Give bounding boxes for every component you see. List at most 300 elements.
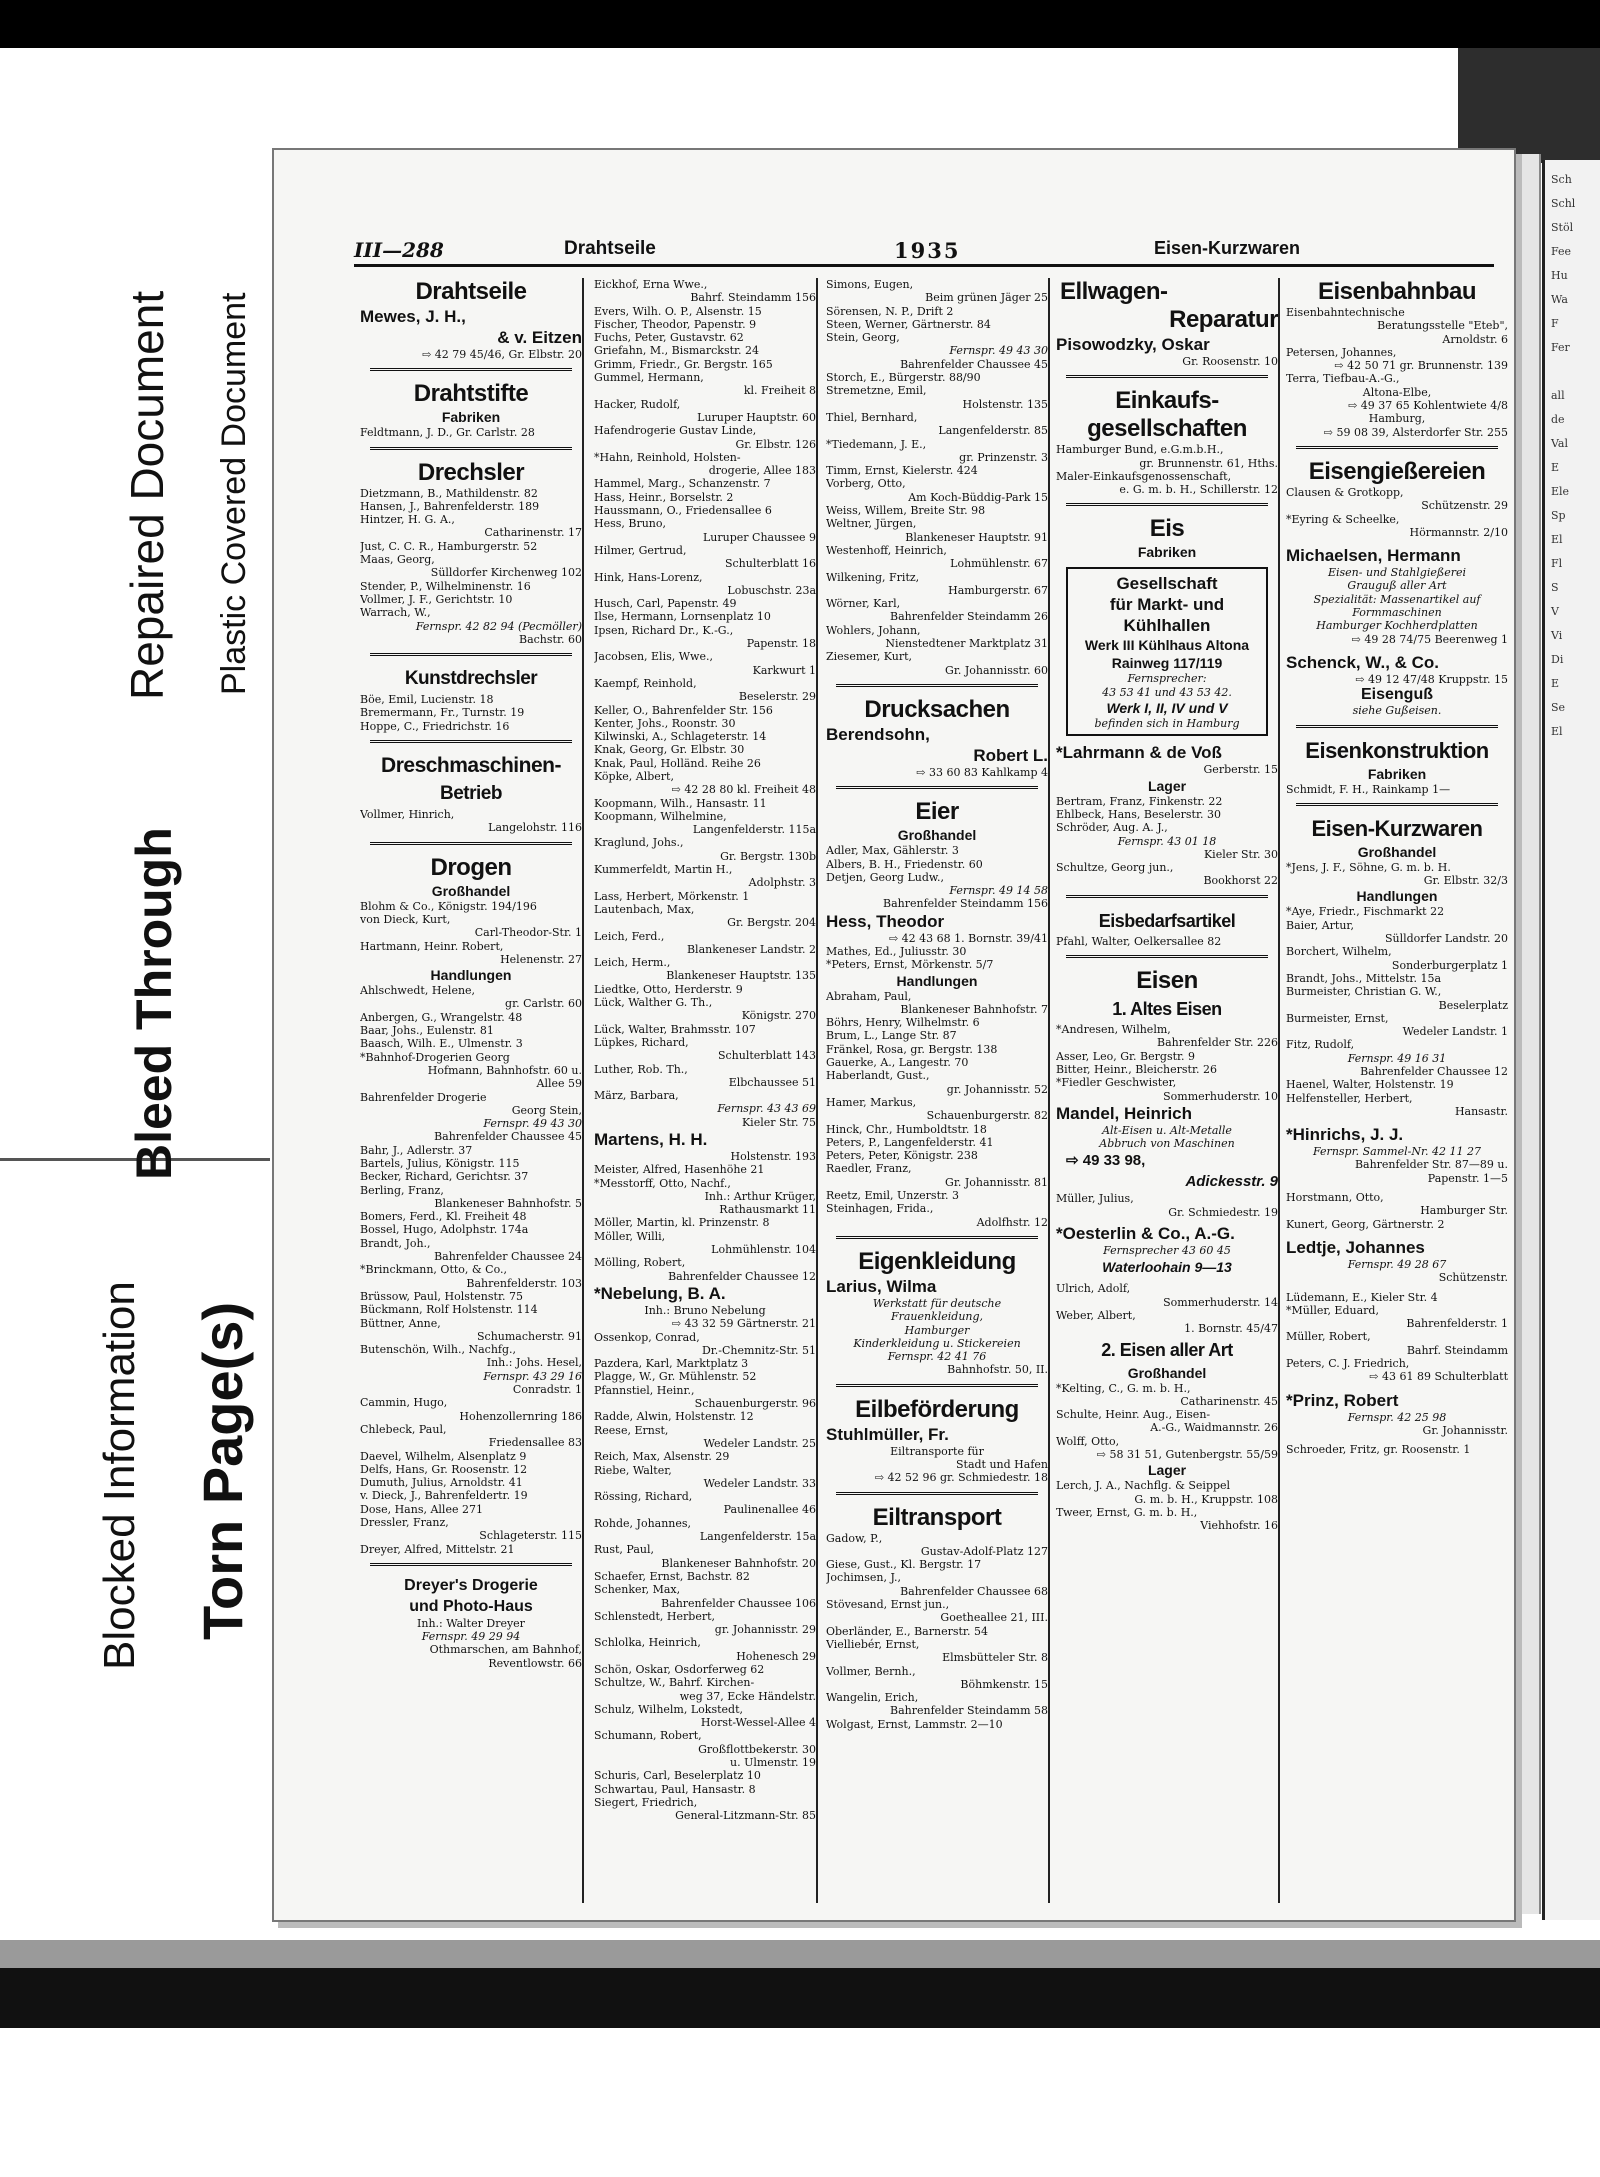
listing-entry: Horstmann, Otto, bbox=[1286, 1191, 1384, 1205]
listing-name: Mewes, J. H., bbox=[360, 307, 466, 326]
listing-name: Martens, H. H. bbox=[594, 1130, 708, 1149]
listing-entry: Gr. Roosenstr. 10 bbox=[1182, 355, 1278, 368]
listing-entry: Böhrs, Henry, Wilhelmstr. 6 bbox=[826, 1016, 980, 1030]
listing-entry: Ahlschwedt, Helene, bbox=[360, 984, 476, 998]
listing-entry: Schulterblatt 16 bbox=[724, 557, 816, 571]
listing-entry: Koopmann, Wilh., Hansastr. 11 bbox=[594, 796, 767, 810]
page-number: III—288 bbox=[354, 238, 444, 262]
listing-entry: Pazdera, Karl, Marktplatz 3 bbox=[594, 1357, 749, 1371]
listing-entry: Knak, Paul, Holländ. Reihe 26 bbox=[594, 756, 761, 770]
listing-entry: Schumacherstr. 91 bbox=[477, 1329, 582, 1343]
listing-entry: Butenschön, Wilh., Nachfg., bbox=[360, 1343, 517, 1357]
listing-name: Robert L. bbox=[973, 745, 1048, 765]
section-rule bbox=[836, 786, 1038, 791]
listing-entry: Kieler Str. 75 bbox=[741, 1115, 816, 1129]
section-heading: gesellschaften bbox=[1087, 415, 1247, 443]
ad-subtitle: Werk III Kühlhaus Altona bbox=[1084, 637, 1250, 654]
listing-entry: Hansastr. bbox=[1454, 1104, 1508, 1118]
listing-entry: Bomers, Ferd., Kl. Freiheit 48 bbox=[360, 1210, 527, 1224]
listing-entry: Langenfelderstr. 115a bbox=[692, 823, 816, 837]
listing-entry: Sonderburgerplatz 1 bbox=[1391, 958, 1508, 972]
listing-entry: Bahrenfelder Chaussee 24 bbox=[434, 1250, 582, 1264]
listing-entry: Wedeler Landstr. 33 bbox=[703, 1476, 816, 1490]
listing-entry: Möller, Willi, bbox=[594, 1229, 666, 1243]
listing-entry: Lüdemann, E., Kieler Str. 4 bbox=[1286, 1290, 1438, 1304]
listing-note: Alt-Eisen u. Alt-Metalle bbox=[1102, 1123, 1232, 1137]
listing-entry: Elmsbütteler Str. 8 bbox=[942, 1651, 1048, 1665]
column-2 bbox=[594, 278, 818, 1903]
listing-note: Eiltransporte für bbox=[890, 1444, 984, 1458]
listing-entry: Müller, Julius, bbox=[1056, 1192, 1134, 1206]
listing-entry: Schulte, Heinr. Aug., Eisen- bbox=[1056, 1408, 1211, 1422]
listing-entry: Paulinenallee 46 bbox=[723, 1503, 816, 1517]
listing-entry: *Fiedler Geschwister, bbox=[1056, 1076, 1177, 1090]
listing-entry: Bahrenfelder Str. 226 bbox=[1157, 1036, 1278, 1050]
listing-entry: Dietzmann, B., Mathildenstr. 82 bbox=[360, 486, 538, 500]
listing-entry: Schulz, Wilhelm, Lokstedt, bbox=[594, 1702, 743, 1716]
listing-entry: Vollmer, Hinrich, bbox=[360, 808, 455, 822]
listing-entry: *Aye, Friedr., Fischmarkt 22 bbox=[1286, 905, 1445, 919]
listing-entry: Lohmühlenstr. 104 bbox=[711, 1243, 816, 1257]
listing-entry: Vollmer, J. F., Gerichtstr. 10 bbox=[360, 592, 513, 606]
section-heading: Dreschmaschinen- bbox=[381, 754, 561, 778]
listing-entry: *Andresen, Wilhelm, bbox=[1056, 1023, 1171, 1037]
listing-entry: Bahrenfelderstr. 1 bbox=[1406, 1317, 1508, 1331]
listing-entry: Schlolka, Heinrich, bbox=[594, 1636, 701, 1650]
listing-entry: Kunert, Georg, Gärtnerstr. 2 bbox=[1286, 1217, 1445, 1231]
listing-entry: Fuchs, Peter, Gustavstr. 62 bbox=[594, 331, 744, 345]
listing-entry: Hofmann, Bahnhofstr. 60 u. bbox=[427, 1063, 582, 1077]
listing-entry: Bachstr. 60 bbox=[519, 632, 582, 646]
listing-entry: Just, C. C. R., Hamburgerstr. 52 bbox=[360, 539, 538, 553]
listing-entry: Hohenesch 29 bbox=[736, 1649, 816, 1663]
listing-entry: Sörensen, N. P., Drift 2 bbox=[826, 304, 954, 318]
listing-entry: Clausen & Grotkopp, bbox=[1286, 485, 1404, 499]
listing-entry: Sülldorfer Landstr. 20 bbox=[1384, 932, 1508, 946]
page-header bbox=[354, 238, 1494, 267]
listing-entry: Blohm & Co., Königstr. 194/196 bbox=[360, 899, 537, 913]
section-rule bbox=[1066, 955, 1268, 960]
listing-entry: Gauerke, A., Langestr. 70 bbox=[826, 1056, 969, 1070]
listing-entry: Inh.: Johs. Hesel, bbox=[486, 1356, 582, 1370]
listing-entry: Schlageterstr. 115 bbox=[479, 1529, 582, 1543]
listing-entry: Großflottbekerstr. 30 bbox=[698, 1742, 816, 1756]
listing-entry: Storch, E., Bürgerstr. 88/90 bbox=[826, 371, 981, 385]
listing-entry: Lautenbach, Max, bbox=[594, 902, 695, 916]
listing-entry: ⇨ 33 60 83 Kahlkamp 4 bbox=[916, 765, 1048, 779]
listing-entry: Radde, Alwin, Holstenstr. 12 bbox=[594, 1410, 754, 1424]
listing-name: Dreyer's Drogerie bbox=[404, 1576, 538, 1594]
listing-entry: Knak, Georg, Gr. Elbstr. 30 bbox=[594, 743, 745, 757]
listing-entry: Catharinenstr. 45 bbox=[1180, 1394, 1278, 1408]
listing-entry: gr. Johannisstr. 29 bbox=[714, 1623, 816, 1637]
listing-entry: Georg Stein, bbox=[511, 1103, 582, 1117]
listing-entry: Beim grünen Jäger 25 bbox=[925, 291, 1048, 305]
listing-entry: Kilwinski, A., Schlageterstr. 14 bbox=[594, 730, 767, 744]
listing-entry: Maler-Einkaufsgenossenschaft, bbox=[1056, 469, 1232, 483]
listing-entry: Bitter, Heinr., Bleicherstr. 26 bbox=[1056, 1062, 1217, 1076]
listing-entry: Gadow, P., bbox=[826, 1531, 883, 1545]
listing-entry: Altona-Elbe, bbox=[1362, 385, 1432, 399]
listing-entry: Helenenstr. 27 bbox=[500, 952, 582, 966]
listing-entry: *Eyring & Scheelke, bbox=[1286, 512, 1400, 526]
section-rule bbox=[370, 653, 572, 658]
listing-note: Stadt und Hafen bbox=[956, 1458, 1048, 1471]
ad-phone: 43 53 41 und 43 53 42. bbox=[1102, 685, 1232, 699]
listing-entry: Lohmühlenstr. 67 bbox=[950, 557, 1048, 571]
listing-entry: Köpke, Albert, bbox=[594, 769, 674, 783]
listing-entry: ⇨ 58 31 51, Gutenbergstr. 55/59 bbox=[1096, 1447, 1278, 1461]
listing-entry: Petersen, Johannes, bbox=[1286, 345, 1397, 359]
listing-entry: ⇨ 43 32 59 Gärtnerstr. 21 bbox=[671, 1317, 816, 1331]
listing-entry: Blankeneser Bahnhofstr. 7 bbox=[900, 1002, 1048, 1016]
listing-entry: Peters, Peter, Königstr. 238 bbox=[826, 1149, 978, 1163]
section-heading: Eisen-Kurzwaren bbox=[1311, 815, 1483, 841]
listing-entry: ⇨ 42 50 71 gr. Brunnenstr. 139 bbox=[1334, 359, 1508, 373]
listing-entry: Reventlowstr. 66 bbox=[488, 1656, 582, 1670]
section-heading: Drahtstifte bbox=[413, 380, 529, 408]
listing-entry: Schauenburgerstr. 96 bbox=[694, 1397, 816, 1411]
listing-entry: ⇨ 49 37 65 Kohlentwiete 4/8 bbox=[1348, 399, 1508, 413]
listing-entry: ⇨ 42 52 96 gr. Schmiedestr. 18 bbox=[874, 1471, 1048, 1485]
listing-entry: Beratungsstelle "Eteb", bbox=[1377, 319, 1508, 333]
section-rule bbox=[370, 842, 572, 847]
listing-entry: Inh.: Bruno Nebelung bbox=[644, 1303, 766, 1317]
listing-entry: Bookhorst 22 bbox=[1203, 874, 1278, 888]
listing-phone: Fernspr. 42 25 98 bbox=[1347, 1410, 1447, 1424]
listing-entry: Gr. Bergstr. 130b bbox=[720, 849, 816, 863]
listing-entry: Dr.-Chemnitz-Str. 51 bbox=[701, 1343, 816, 1357]
listing-entry: Borchert, Wilhelm, bbox=[1286, 945, 1392, 959]
listing-entry: gr. Brunnenstr. 61, Hths. bbox=[1139, 456, 1278, 470]
listing-entry: Hoppe, C., Friedrichstr. 16 bbox=[360, 719, 510, 733]
section-heading: Reparatur bbox=[1169, 306, 1278, 333]
subheading: Handlungen bbox=[1356, 888, 1438, 905]
listing-entry: Rathausmarkt 11 bbox=[719, 1203, 816, 1217]
listing-entry: Riebe, Walter, bbox=[594, 1463, 672, 1477]
listing-entry: Reetz, Emil, Unzerstr. 3 bbox=[826, 1189, 960, 1203]
listing-entry: Wilkening, Fritz, bbox=[826, 570, 920, 584]
section-rule bbox=[836, 684, 1038, 689]
listing-name: Mandel, Heinrich bbox=[1056, 1103, 1193, 1123]
section-heading: Kunstdrechsler bbox=[404, 668, 538, 690]
listing-entry: Feldtmann, J. D., Gr. Carlstr. 28 bbox=[360, 426, 535, 440]
section-rule bbox=[836, 1384, 1038, 1389]
listing-entry: Wohlers, Johann, bbox=[826, 623, 921, 637]
next-page-fragment: Sch Schl Stöl Fee Hu Wa F Fer all de Val E Ele Sp El Fl S V Vi Di E Se El bbox=[1542, 160, 1600, 1920]
listing-entry: v. Dieck, J., Bahrenfeldertr. 19 bbox=[360, 1489, 528, 1503]
listing-entry: Peters, P., Langenfelderstr. 41 bbox=[826, 1135, 994, 1149]
section-rule bbox=[1296, 446, 1498, 451]
listing-entry: gr. Carlstr. 60 bbox=[505, 997, 582, 1011]
listing-entry: Detjen, Georg Ludw., bbox=[826, 870, 944, 884]
listing-name: *Oesterlin & Co., A.-G. bbox=[1056, 1224, 1235, 1244]
listing-entry: Bossel, Hugo, Adolphstr. 174a bbox=[360, 1223, 529, 1237]
listing-entry: Helfensteller, Herbert, bbox=[1286, 1091, 1413, 1105]
listing-entry: Dreyer, Alfred, Mittelstr. 21 bbox=[360, 1542, 515, 1556]
listing-entry: Böhmkenstr. 15 bbox=[960, 1677, 1048, 1691]
listing-entry: Maas, Georg, bbox=[360, 553, 435, 567]
section-heading: Eisbedarfsartikel bbox=[1098, 910, 1236, 931]
listing-entry: Keller, O., Bahrenfelder Str. 156 bbox=[594, 703, 773, 717]
ad-note: Werk I, II, IV und V bbox=[1106, 700, 1228, 717]
listing-entry: ⇨ 42 28 80 kl. Freiheit 48 bbox=[671, 783, 816, 797]
listing-phone: Fernspr. 43 29 16 bbox=[483, 1369, 582, 1383]
listing-name: Michaelsen, Hermann bbox=[1286, 546, 1461, 566]
listing-entry: Ipsen, Richard Dr., K.-G., bbox=[594, 623, 734, 637]
listing-entry: Papenstr. 18 bbox=[746, 637, 816, 651]
listing-entry: Kummerfeldt, Martin H., bbox=[594, 863, 733, 877]
listing-entry: Schützenstr. bbox=[1438, 1271, 1508, 1285]
section-heading: 1. Altes Eisen bbox=[1112, 999, 1222, 1020]
listing-entry: 1. Bornstr. 45/47 bbox=[1184, 1322, 1278, 1336]
listing-entry: General-Litzmann-Str. 85 bbox=[675, 1809, 816, 1823]
listing-entry: Ulrich, Adolf, bbox=[1056, 1282, 1131, 1296]
listing-entry: Gr. Johannisstr. 60 bbox=[945, 663, 1048, 677]
listing-entry: Pfahl, Walter, Oelkersallee 82 bbox=[1056, 934, 1222, 948]
label-blocked: Blocked Information bbox=[95, 1281, 144, 1670]
scan-border-top bbox=[0, 0, 1600, 48]
listing-phone: Fernspr. 49 16 31 bbox=[1347, 1051, 1447, 1065]
listing-entry: ⇨ 49 28 74/75 Beerenweg 1 bbox=[1351, 632, 1508, 646]
listing-entry: Hansen, J., Bahrenfelderstr. 189 bbox=[360, 499, 540, 513]
listing-entry: Horst-Wessel-Allee 4 bbox=[700, 1716, 816, 1730]
listing-entry: Baier, Artur, bbox=[1286, 918, 1354, 932]
listing-entry: Viehhofstr. 16 bbox=[1200, 1519, 1278, 1533]
listing-entry: Schroeder, Fritz, gr. Roosenstr. 1 bbox=[1286, 1443, 1471, 1457]
section-heading: Eilbeförderung bbox=[855, 1395, 1019, 1423]
listing-entry: Hammel, Marg., Schanzenstr. 7 bbox=[594, 477, 771, 491]
listing-entry: *Jens, J. F., Söhne, G. m. b. H. bbox=[1286, 860, 1451, 874]
listing-phone: Fernspr. 43 43 69 bbox=[717, 1102, 816, 1116]
listing-entry: Lass, Herbert, Mörkenstr. 1 bbox=[594, 889, 750, 903]
listing-note: Eisen- und Stahlgießerei bbox=[1327, 566, 1467, 580]
column-3 bbox=[826, 278, 1050, 1903]
listing-phone: Fernspr. 49 43 30 bbox=[949, 344, 1048, 358]
listing-entry: Schaefer, Ernst, Bachstr. 82 bbox=[594, 1569, 750, 1583]
listing-entry: Bertram, Franz, Finkenstr. 22 bbox=[1056, 794, 1223, 808]
listing-entry: Schultze, W., Bahrf. Kirchen- bbox=[594, 1676, 755, 1690]
listing-entry: Brandt, Johs., Mittelstr. 15a bbox=[1286, 971, 1442, 985]
listing-name: & v. Eitzen bbox=[497, 328, 582, 347]
listing-entry: Eisenbahntechnische bbox=[1286, 306, 1405, 319]
listing-entry: Grimm, Friedr., Gr. Bergstr. 165 bbox=[594, 357, 773, 371]
listing-entry: Wedeler Landstr. 25 bbox=[703, 1436, 816, 1450]
listing-entry: Brum, L., Lange Str. 87 bbox=[826, 1029, 957, 1043]
listing-entry: Luruper Hauptstr. 60 bbox=[697, 410, 816, 424]
listing-entry: Bahr, J., Adlerstr. 37 bbox=[360, 1143, 473, 1157]
ad-title: Kühlhallen bbox=[1123, 616, 1211, 636]
section-heading: Einkaufs- bbox=[1115, 387, 1219, 415]
listing-entry: Hartmann, Heinr. Robert, bbox=[360, 939, 504, 953]
listing-entry: Jacobsen, Elis, Wwe., bbox=[594, 650, 713, 664]
listing-entry: Bahrf. Steindamm bbox=[1406, 1343, 1508, 1357]
listing-entry: Bahrenfelder Chaussee 45 bbox=[900, 357, 1048, 371]
listing-entry: Schützenstr. 29 bbox=[1421, 499, 1508, 513]
listing-entry: Haenel, Walter, Holstenstr. 19 bbox=[1286, 1078, 1454, 1092]
listing-entry: Schumann, Robert, bbox=[594, 1729, 702, 1743]
listing-entry: Hohenzollernring 186 bbox=[459, 1409, 582, 1423]
subheading: Großhandel bbox=[1357, 843, 1437, 860]
section-heading: Ellwagen- bbox=[1060, 278, 1168, 305]
listing-entry: ⇨ 43 61 89 Schulterblatt bbox=[1369, 1370, 1508, 1384]
listing-entry: Hinck, Chr., Humboldtstr. 18 bbox=[826, 1122, 987, 1136]
listing-entry: Rust, Paul, bbox=[594, 1543, 654, 1557]
listing-entry: Schön, Oskar, Osdorferweg 62 bbox=[594, 1662, 765, 1676]
listing-entry: Leich, Ferd., bbox=[594, 929, 665, 943]
section-heading: Eiltransport bbox=[872, 1503, 1002, 1531]
subheading: Großhandel bbox=[897, 827, 977, 844]
ad-note: befinden sich in Hamburg bbox=[1094, 717, 1240, 731]
listing-name: *Nebelung, B. A. bbox=[594, 1283, 726, 1303]
section-rule bbox=[1296, 725, 1498, 730]
listing-entry: Bahnhofstr. 50, II. bbox=[947, 1363, 1048, 1377]
listing-name: Berendsohn, bbox=[826, 724, 930, 744]
section-heading: Eisengießereien bbox=[1308, 457, 1486, 485]
listing-entry: e. G. m. b. H., Schillerstr. 12 bbox=[1119, 483, 1278, 497]
section-rule bbox=[836, 1236, 1038, 1241]
listing-entry: Kieler Str. 30 bbox=[1203, 847, 1278, 861]
listing-entry: Gustav-Adolf-Platz 127 bbox=[920, 1544, 1048, 1558]
listing-entry: Brüssow, Paul, Holstenstr. 75 bbox=[360, 1289, 524, 1303]
listing-entry: Büttner, Anne, bbox=[360, 1316, 441, 1330]
listing-phone: Fernspr. 43 01 18 bbox=[1117, 834, 1217, 848]
ad-title: Gesellschaft bbox=[1116, 574, 1218, 594]
listing-entry: Hamburgerstr. 67 bbox=[948, 583, 1048, 597]
listing-entry: drogerie, Allee 183 bbox=[708, 464, 816, 478]
listing-entry: Holstenstr. 193 bbox=[730, 1150, 816, 1163]
listing-entry: Allee 59 bbox=[536, 1077, 582, 1091]
listing-entry: Lück, Walter, Brahmsstr. 107 bbox=[594, 1022, 756, 1036]
subheading: Handlungen bbox=[430, 967, 512, 984]
listing-entry: Gr. Elbstr. 126 bbox=[735, 437, 816, 451]
listing-entry: gr. Prinzenstr. 3 bbox=[959, 450, 1048, 464]
listing-entry: Hintzer, H. G. A., bbox=[360, 513, 455, 527]
listing-entry: ⇨ 59 08 39, Alsterdorfer Str. 255 bbox=[1323, 425, 1508, 439]
listing-entry: Hamburger Bund, e.G.m.b.H., bbox=[1056, 443, 1224, 457]
listing-entry: Blankeneser Bahnhofstr. 5 bbox=[434, 1196, 582, 1210]
section-heading: Drucksachen bbox=[864, 695, 1010, 723]
section-heading: Drechsler bbox=[417, 458, 525, 486]
listing-entry: Hörmannstr. 2/10 bbox=[1409, 525, 1508, 539]
listing-phone: Fernspr. Sammel-Nr. 42 11 27 bbox=[1313, 1145, 1481, 1159]
listing-entry: Anbergen, G., Wrangelstr. 48 bbox=[360, 1010, 523, 1024]
listing-entry: Ehlbeck, Hans, Beselerstr. 30 bbox=[1056, 807, 1222, 821]
column-5 bbox=[1286, 278, 1508, 1903]
listing-entry: Kraglund, Johs., bbox=[594, 836, 684, 850]
listing-entry: Bahrenfelder Chaussee 12 bbox=[668, 1269, 816, 1283]
listing-entry: Steinhagen, Frida., bbox=[826, 1202, 934, 1216]
listing-entry: Husch, Carl, Papenstr. 49 bbox=[594, 597, 737, 611]
section-heading: Eier bbox=[915, 798, 959, 826]
section-rule bbox=[370, 368, 572, 373]
listing-entry: Wörner, Karl, bbox=[826, 597, 901, 611]
listing-entry: Cammin, Hugo, bbox=[360, 1396, 448, 1410]
section-rule bbox=[1066, 895, 1268, 900]
listing-entry: Papenstr. 1—5 bbox=[1427, 1171, 1508, 1185]
listing-entry: Bahrenfelderstr. 103 bbox=[466, 1276, 582, 1290]
listing-entry: Fränkel, Rosa, gr. Bergstr. 138 bbox=[826, 1042, 998, 1056]
listing-entry: Weltner, Jürgen, bbox=[826, 517, 917, 531]
listing-entry: Schwartau, Paul, Hansastr. 8 bbox=[594, 1782, 756, 1796]
listing-entry: u. Ulmenstr. 19 bbox=[730, 1756, 816, 1770]
label-plastic: Plastic Covered Document bbox=[215, 292, 253, 695]
listing-entry: Warrach, W., bbox=[360, 606, 431, 620]
listing-entry: Jochimsen, J., bbox=[826, 1571, 902, 1585]
listing-entry: Kenter, Johs., Roonstr. 30 bbox=[594, 716, 736, 730]
listing-entry: Kaempf, Reinhold, bbox=[594, 676, 697, 690]
listing-entry: Böe, Emil, Lucienstr. 18 bbox=[360, 693, 494, 707]
listing-entry: Am Koch-Büddig-Park 15 bbox=[908, 490, 1048, 504]
listing-entry: Chlebeck, Paul, bbox=[360, 1422, 447, 1436]
scan-strip-bottom bbox=[0, 1940, 1600, 1970]
listing-entry: Goetheallee 21, III. bbox=[940, 1611, 1048, 1625]
subheading: Großhandel bbox=[431, 882, 511, 899]
section-rule bbox=[836, 1492, 1038, 1497]
listing-entry: Leich, Herm., bbox=[594, 956, 671, 970]
section-heading: Drahtseile bbox=[415, 278, 527, 305]
listing-entry: Delfs, Hans, Gr. Roosenstr. 12 bbox=[360, 1462, 528, 1476]
listing-entry: Blankeneser Bahnhofstr. 20 bbox=[661, 1556, 816, 1570]
listing-entry: Berling, Franz, bbox=[360, 1183, 444, 1197]
listing-entry: Othmarschen, am Bahnhof, bbox=[429, 1643, 582, 1657]
listing-entry: Rohde, Johannes, bbox=[594, 1516, 692, 1530]
listing-entry: Langenfelderstr. 15a bbox=[699, 1530, 816, 1544]
listing-entry: ⇨ 49 12 47/48 Kruppstr. 15 bbox=[1355, 672, 1508, 686]
listing-entry: Dumuth, Julius, Arnoldstr. 41 bbox=[360, 1476, 523, 1490]
listing-entry: Steen, Werner, Gärtnerstr. 84 bbox=[826, 317, 991, 331]
listing-name: Schenck, W., & Co. bbox=[1286, 652, 1440, 672]
listing-entry: Haussmann, O., Friedensallee 6 bbox=[594, 504, 772, 518]
listing-entry: G. m. b. H., Kruppstr. 108 bbox=[1134, 1492, 1278, 1506]
listing-entry: Bahrenfelder Chaussee 68 bbox=[900, 1584, 1048, 1598]
section-rule bbox=[370, 447, 572, 452]
listing-entry: März, Barbara, bbox=[594, 1089, 679, 1103]
listing-entry: Conradstr. 1 bbox=[512, 1383, 582, 1397]
listing-entry: Königstr. 270 bbox=[741, 1009, 816, 1023]
listing-address: Waterloohain 9—13 bbox=[1102, 1259, 1232, 1276]
page-edge bbox=[1514, 154, 1541, 1914]
listing-entry: gr. Johannisstr. 52 bbox=[946, 1082, 1048, 1096]
listing-entry: *Bahnhof-Drogerien Georg bbox=[360, 1050, 510, 1064]
section-heading: 2. Eisen aller Art bbox=[1101, 1339, 1233, 1360]
listing-entry: Abraham, Paul, bbox=[826, 989, 912, 1003]
listing-entry: Reese, Ernst, bbox=[594, 1423, 669, 1437]
listing-entry: Dressler, Franz, bbox=[360, 1516, 449, 1529]
listing-entry: Friedensallee 83 bbox=[488, 1436, 582, 1450]
listing-phone: Fernspr. 49 14 58 bbox=[949, 884, 1048, 898]
listing-entry: weg 37, Ecke Händelstr. bbox=[679, 1689, 816, 1703]
listing-entry: Timm, Ernst, Kielerstr. 424 bbox=[826, 464, 978, 478]
section-heading: Eisenbahnbau bbox=[1317, 278, 1477, 305]
listing-entry: Inh.: Walter Dreyer bbox=[417, 1616, 525, 1630]
label-torn: Torn Page(s) bbox=[191, 1301, 254, 1640]
listing-entry: Bahrenfelder Chaussee 45 bbox=[434, 1130, 582, 1144]
listing-note: Grauguß aller Art bbox=[1347, 579, 1447, 593]
listing-entry: Blankeneser Hauptstr. 91 bbox=[905, 530, 1048, 544]
listing-entry: *Müller, Eduard, bbox=[1286, 1303, 1379, 1317]
listing-entry: Vorberg, Otto, bbox=[826, 477, 906, 491]
header-year: 1935 bbox=[894, 238, 961, 263]
listing-entry: Gummel, Hermann, bbox=[594, 371, 704, 385]
listing-entry: Stremetzne, Emil, bbox=[826, 384, 927, 398]
subheading: Großhandel bbox=[1127, 1364, 1207, 1381]
listing-entry: Wangelin, Erich, bbox=[826, 1691, 919, 1705]
listing-entry: Gerberstr. 15 bbox=[1203, 763, 1278, 777]
listing-entry: Oberländer, E., Barnerstr. 54 bbox=[826, 1624, 988, 1638]
listing-entry: Hilmer, Gertrud, bbox=[594, 543, 687, 557]
column-4 bbox=[1056, 278, 1280, 1903]
